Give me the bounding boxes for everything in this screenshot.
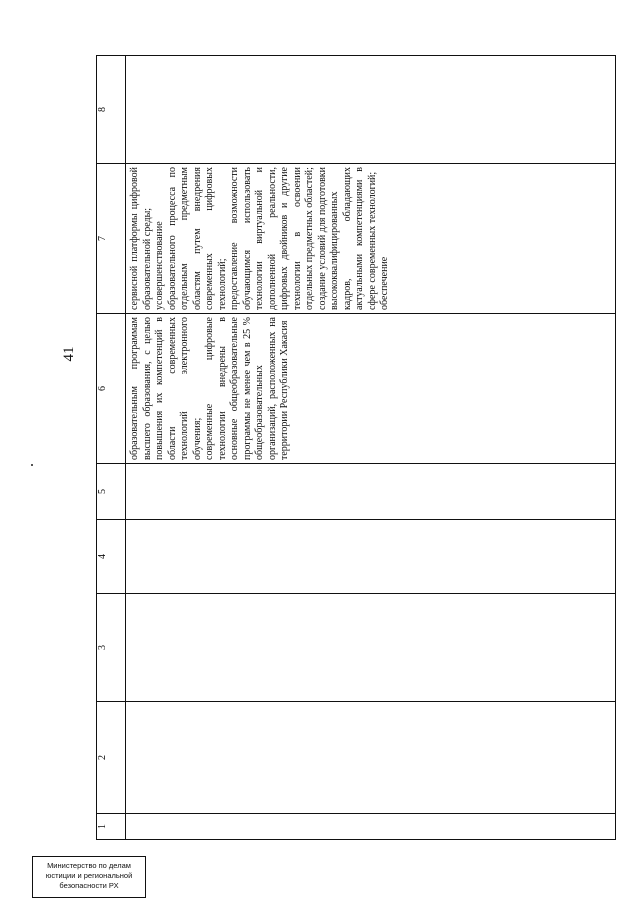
column-header-4: 4 xyxy=(97,520,126,594)
table-header-row xyxy=(97,56,126,840)
cell-col-1-text xyxy=(126,814,132,839)
cell-col-1 xyxy=(126,814,616,840)
stamp-line-1: Министерство по делам xyxy=(47,861,131,870)
cell-col-6-text: образовательным программам высшего образования, с целью повышения их компетенций в области современных технологий электронного обучения; современные цифровые технологии внедрены в основные общеобразовательные программы не менее чем в 25 % общеобразовательных организаций, расположенных на территории Республики Хакасия xyxy=(129,317,290,460)
page-number: 41 xyxy=(61,346,77,362)
column-header-8: 8 xyxy=(97,56,126,164)
stamp-line-2: юстиции и региональной xyxy=(45,871,133,880)
column-header-2: 2 xyxy=(97,702,126,814)
margin-mark xyxy=(31,464,33,466)
cell-col-3-text xyxy=(126,594,132,701)
column-header-6: 6 xyxy=(97,314,126,464)
cell-col-6 xyxy=(126,314,616,464)
cell-col-7-text: сервисной платформы цифровой образовательной среды; усовершенствование образовательного процесса по отдельным предметным областям путем внедрения современных цифровых технологий; предоставление возможности обучающимся использовать технологии виртуальной и дополненной реальности, цифровых двойников и другие технологии в освоении отдельных предметных областей; создание условий для подготовки высококвалифицированных кадров, обладающих актуальными компетенциями в сфере современных технологий; обеспечение xyxy=(129,167,390,310)
cell-col-3 xyxy=(126,594,616,702)
cell-col-8-text xyxy=(126,56,132,163)
cell-col-8 xyxy=(126,56,616,164)
cell-col-5 xyxy=(126,464,616,520)
cell-col-4 xyxy=(126,520,616,594)
column-header-3: 3 xyxy=(97,594,126,702)
cell-col-4-text xyxy=(126,520,132,593)
stamp-line-3: безопасности РХ xyxy=(59,881,119,890)
table-row xyxy=(126,56,616,840)
cell-col-5-text xyxy=(126,464,132,519)
cell-col-2-text xyxy=(126,702,132,813)
cell-col-7 xyxy=(126,164,616,314)
document-table xyxy=(96,55,616,840)
column-header-7: 7 xyxy=(97,164,126,314)
cell-col-2 xyxy=(126,702,616,814)
registration-stamp xyxy=(32,856,146,898)
column-header-5: 5 xyxy=(97,464,126,520)
rotated-table-container xyxy=(96,56,616,840)
column-header-1: 1 xyxy=(97,814,126,840)
